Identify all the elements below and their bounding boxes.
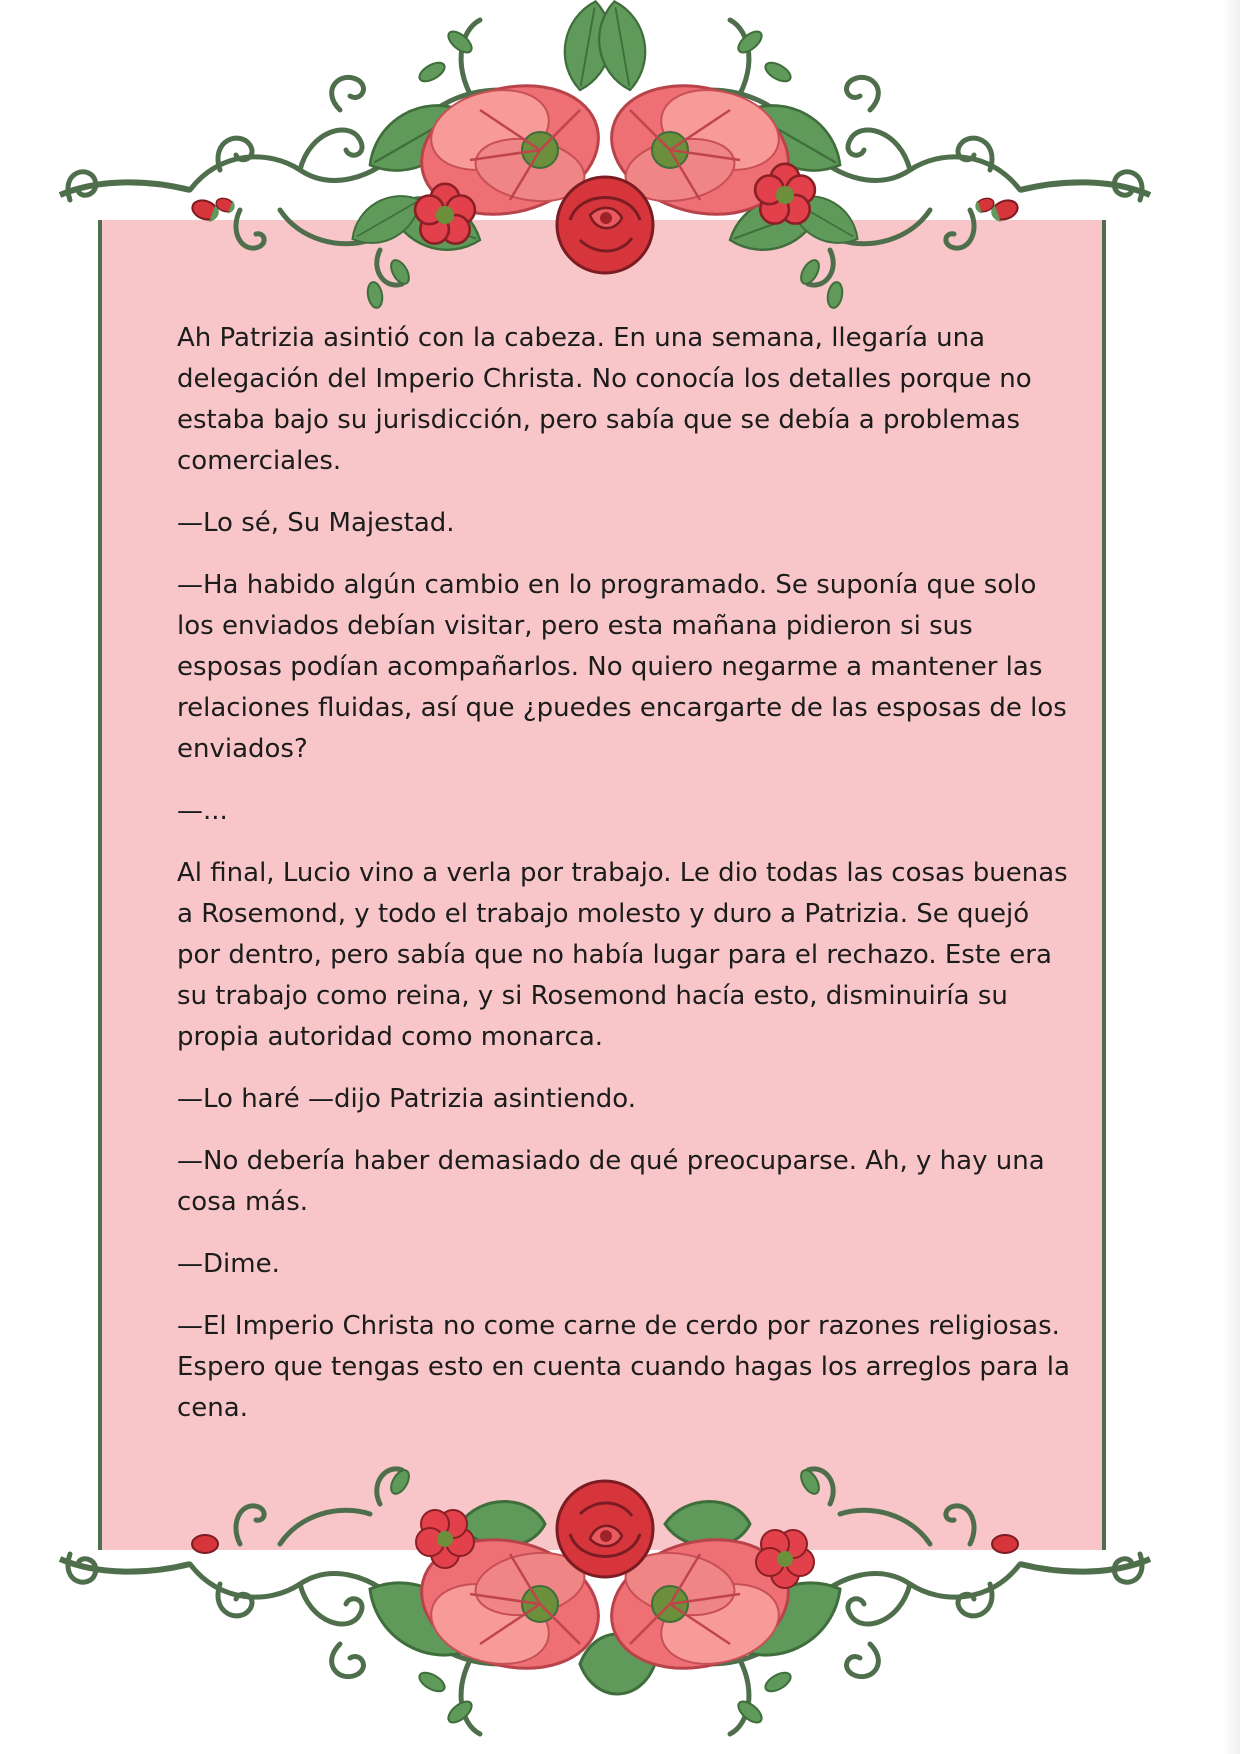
paragraph: —Dime.: [177, 1249, 280, 1279]
paragraph: —...: [177, 796, 228, 826]
paragraph: —Lo haré —dijo Patrizia asintiendo.: [177, 1084, 637, 1114]
floral-rose-border-icon: [40, 0, 1170, 330]
paragraph: Al final, Lucio vino a verla por trabajo. Le dio todas las cosas buenas a Rosemond, y todo el trabajo molesto y duro a Patrizia. Se quejó por dentro, pero sabía que no había lugar para el rechazo. Este era su trabajo como reina, y si Rosemond hacía esto, disminuiría su propia autoridad como monarca.: [177, 858, 1068, 1052]
page-edge-shadow: [1222, 0, 1240, 1754]
paragraph: —Lo sé, Su Majestad.: [177, 508, 455, 538]
paragraph: —Ha habido algún cambio en lo programado. Se suponía que solo los enviados debían visitar, pero esta mañana pidieron si sus esposas podían acompañarlos. No quiero negarme a mantener las relaciones fluidas, así que ¿puedes encargarte de las esposas de los enviados?: [177, 570, 1067, 764]
document-body: [177, 318, 1077, 1450]
floral-rose-border-icon: [40, 1424, 1170, 1754]
paragraph: —No debería haber demasiado de qué preocuparse. Ah, y hay una cosa más.: [177, 1146, 1045, 1217]
paragraph: Ah Patrizia asintió con la cabeza. En una semana, llegaría una delegación del Imperio Christa. No conocía los detalles porque no estaba bajo su jurisdicción, pero sabía que se debía a problemas comerciales.: [177, 323, 1032, 476]
paragraph: —El Imperio Christa no come carne de cerdo por razones religiosas. Espero que tengas esto en cuenta cuando hagas los arreglos para la cena.: [177, 1311, 1070, 1423]
